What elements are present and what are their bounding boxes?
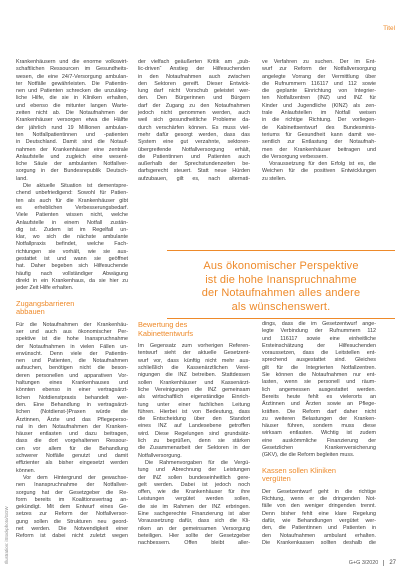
section-heading-line: vergüten [262,474,291,484]
text-line: in die richtige Richtung. Der vorliegen- [262,117,376,124]
text-line: tung und Abrechnung der Leistungen [138,467,250,474]
text-line: den. Eine Behandlung in vertragsärzt- [16,401,128,408]
text-line: Der Gesetzentwurf geht in die richtige [262,488,376,495]
text-line: richtungen sie vorhält, wie sie aus- [16,248,128,255]
text-line: zu weiteren Belastungen der Kranken- [262,415,376,422]
paragraph [262,161,376,183]
text-line: de Kabinettsentwurf des Bundesminis- [262,124,376,131]
text-line: Notfallversorgung. [138,452,182,459]
text-line: in den Notaufnahmen auch zwischen [138,73,250,80]
text-line: weil sich gesundheitliche Probleme da- [138,117,250,124]
text-line: den, die Patientinnen und Patienten in [262,525,376,532]
paragraph [16,59,128,183]
text-line: Viele Patienten wissen nicht, welche [16,212,128,219]
middle-column-bottom [138,321,250,548]
section-heading [262,467,376,484]
text-line: net werden. Die Notwendigkeit einer [16,526,128,532]
page-number: 27 [389,560,396,566]
section-heading-line: Bewertung des [138,320,188,329]
text-line: ten als auch für die Krankenhäuser gibt [16,197,128,204]
page-footer [349,559,396,567]
text-line: als wirtschaftlich eigenständige Einrich- [138,394,250,401]
text-line: nen und Patienten, die Notaufnahmen [16,358,128,365]
paragraph [16,475,128,541]
text-line: System eine gut verzahnte, sektoren- [138,139,250,146]
pull-quote-line: der Notaufnahmen alles andere [201,287,361,299]
text-line: nachbessern. Offen bleibt aller- [138,540,250,547]
text-line: fälle von den weniger dringenden trennt. [262,503,376,510]
text-line: Notfallpraxis befindet, welche Fach- [16,241,128,248]
text-line: liche Säule der ambulanten Notfallver- [16,161,128,168]
text-line: klar, wo sich die nächste ambulante [16,234,128,241]
text-line: darfsgerecht steuert. Statt neue Hürden [138,168,250,175]
text-line: den. Den Bürgerinnen und Bürgern [138,95,250,102]
text-line: und 116117 sowie eine einheitliche [262,335,376,342]
text-line: ve Verfahren zu suchen. Der im Ent- [262,59,376,65]
text-line: liche Hilfe, die sie in Kliniken erhalten, [16,95,128,102]
text-line: Anlaufstelle in einem Notfall zustän- [16,219,128,226]
text-line: dafür, wie Behandlungen vergütet wer- [262,518,376,525]
text-line: ten Notfallzentren (INZ) und INZ für [262,95,376,102]
text-line: aufzubauen, gilt es, nach alternati- [138,175,250,182]
text-line: nigungen die INZ betreiben. Stattdessen [138,372,250,379]
text-line: lasten, wenn sie personell und räum- [262,379,376,386]
text-line: Kinder und Jugendliche (KINZ) als zen- [262,102,376,109]
text-line: schaftlichen Ressourcen im Gesundheits- [16,66,128,73]
section-heading-line: Kabinettentwurfs [138,328,194,338]
text-line: Denn bisher fehlt eine klare Regelung [262,510,376,517]
text-line: könnten ebenso in einer vertragsärzt- [16,387,128,394]
text-line: gelt werden. Dabei ist jedoch noch [138,481,250,488]
text-line: Im Gegensatz zum vorherigen Referen- [138,343,250,350]
text-line: können. [16,467,36,474]
text-line: der Notaufnahmen in vielen Fällen un- [16,343,128,350]
text-line: haltungen eines Krankenhauses und [16,380,128,387]
text-line: gekündigt. Mit dem Entwurf eines Ge- [16,504,128,511]
text-line: eines INZ auf Landesebene getroffen [138,423,250,430]
text-line: gung sollen die Strukturen neu geord- [16,518,128,525]
text-line: Anlaufstelle und zugleich eine wesent- [16,153,128,160]
text-line: Ärztinnen, Ärzte und das Pflegeperso- [16,416,128,423]
text-line: wird. Diese Regelungen sind grundsätz- [138,430,250,437]
text-line: lich angemessen ausgestattet werden. [262,386,376,393]
text-line: ten Notfallpatientinnen und -patienten [16,131,128,138]
text-line: lic-driven“ Anstieg der Hilfesuchenden [138,66,250,73]
text-line: Ärztinnen und Ärzten sowie an Pflege- [262,401,376,408]
pull-quote-line: Aus ökonomischer Perspektive [203,260,359,272]
text-line: lichen (Notdienst-)Praxen würde die [16,409,128,416]
text-line: teriums für Gesundheit kann damit we- [262,131,376,138]
text-line: gilt für die Integrierten Notfallzentren. [262,364,376,371]
text-line: der jährlich rund 19 Millionen ambulan- [16,124,128,131]
text-line: die Patientinnen und Patienten auch [138,153,250,160]
text-line: ser und auch aus ökonomischer Per- [16,328,128,335]
text-line: zu stellen. [262,175,287,182]
text-line: wurf zur Reform der Notfallversorgung [262,66,376,73]
text-line: Die aktuelle Situation ist dementspre- [23,183,128,190]
text-line: kräften. Die Reform darf daher nicht [262,408,376,415]
text-line: sentlich zur Entlastung der Notaufnah- [262,139,376,146]
text-line: legte Verbindung der Rufnummern 112 [262,328,376,335]
text-line: Die Krankenkassen sollten deshalb die [262,539,376,546]
text-line: und ebenso die mitunter langen Warte- [16,102,128,109]
text-line: setzes zur Reform der Notfallversor- [16,511,128,518]
text-line: Vor dem Hintergrund der gewachse- [23,474,128,481]
text-line: nal in den Notaufnahmen der Kranken- [16,423,128,430]
text-line: nahmen der Krankenhäuser eine zentrale [16,146,128,153]
text-line: den Sektoren gereift. Dieser Entwick- [138,80,250,87]
paragraph [16,322,128,475]
text-line: die Entscheidung über den Standort [138,416,250,423]
footer-divider [383,560,384,566]
text-line: hat. Daher begeben sich Hilfesuchende [16,263,128,270]
pull-quote-line: als wünschenswert. [231,300,331,313]
paragraph [262,59,376,161]
text-line: direkt in ein Krankenhaus, da sie hier zu [16,277,128,284]
text-line: häuser entlasten und dazu beitragen, [16,431,128,438]
text-line: ter Notfälle gewährleisten. Die Patientin- [16,80,128,87]
section-heading-line: Kassen sollen Kliniken [262,465,336,475]
text-line: sollen Krankenhäuser und Kassenärzt- [138,379,250,386]
section-heading [16,300,128,317]
paragraph [138,343,250,460]
text-line: Bereits heute fehlt es vielerorts an [262,393,376,400]
image-credit: Illustration: iStockphoto/GGW [4,506,9,564]
text-line: offen, wie die Krankenhäuser für ihre [138,489,250,496]
paragraph [138,460,250,548]
text-line: (GKV), die die Reform begleiten muss. [262,452,355,459]
text-line: niken an der gemeinsamen Versorgung [138,525,250,532]
left-column [16,59,128,541]
text-line: Eine sachgerechte Finanzierung ist aber [138,511,250,518]
text-line: effizienter als bisher eingesetzt werden [16,460,128,467]
text-line: dings, dass die im Gesetzentwurf ange- [262,321,376,327]
text-line: dig ist. Zudem ist im Regelfall un- [16,226,128,233]
pull-quote-line: ist die hohe Inanspruchnahme [205,273,357,286]
text-line: land. [16,175,28,182]
text-line: Krankenhäuser versorgen etwa die Hälfte [16,117,128,124]
paragraph [138,59,250,183]
text-line: wesen, die eine 24/7-Versorgung ambulan- [16,73,128,80]
text-line: darf der Zugang zu den Notaufnahmen [138,102,250,109]
text-line: Für die Notaufnahmen der Krankenhäu- [16,321,128,328]
text-line: Krankenhäusern und die enorme volkswirt- [16,59,128,65]
text-line: schließlich die Kassenärztlichen Verei- [138,365,250,372]
section-label: Titel [383,25,395,32]
magazine-issue: G+G 3/2020 [348,560,379,566]
text-line: der vielfach geäußerten Kritik am „pub- [138,59,250,65]
text-line: sorgung in der Bundesrepublik Deutsch- [16,168,128,175]
text-line: Richtung, wenn er die dringenden Not- [262,496,376,503]
text-line: dass die dort vorgehaltenen Ressour- [16,438,128,445]
text-line: übergreifende Notfallversorgung erhält, [138,146,250,153]
text-line: erwünscht. Denn viele der Patientin- [16,350,128,357]
text-line: gestattet ist und wann sie geöffnet [16,256,128,263]
text-line: lich zu begrüßen, denn sie stärken [138,438,250,445]
text-line: sorgung hat der Gesetzgeber die Re- [16,489,128,496]
text-line: angelegte Vorrang der Vermittlung über [262,73,376,80]
text-line: führen. Hierbei ist von Bedeutung, dass [138,408,250,415]
text-line: lung darf nicht Vorschub geleistet wer- [138,88,250,95]
text-line: tentwurf sieht der aktuelle Gesetzent- [138,350,250,357]
text-line: nen Inanspruchnahme der Notfallver- [16,482,128,489]
text-line: zeiten nicht ab. Die Notaufnahmen der [16,110,128,117]
text-line: es erheblichen Verbesserungsbedarf. [16,204,128,211]
text-line: trale Anlaufstellen im Notfall weisen [262,110,376,117]
text-line: jeder Zeit Hilfe erhalten. [16,285,74,292]
middle-column-top [138,59,250,183]
text-line: Die Rahmenvorgaben für die Vergü- [145,459,250,466]
text-line: tung unter einer fachlichen Leitung [138,401,250,408]
text-line: deren personellen und apparativen Vor- [16,372,128,379]
text-line: Voraussetzung dafür, dass sich die Kli- [138,518,250,525]
text-line: liche Vereinigungen die INZ gemeinsam [138,386,250,393]
text-line: Voraussetzung für den Erfolg ist es, die [269,161,376,168]
text-line: schwerer Notfälle genutzt und damit [16,453,128,460]
text-line: lichen Notdienstpraxis behandelt wer- [16,394,128,401]
text-line: Sie können die Notaufnahmen nur ent- [262,372,376,379]
pull-quote [167,250,395,319]
text-line: Reform ist dabei nicht zuletzt wegen [16,533,128,540]
section-heading-line: Zugangsbarrieren [16,298,75,308]
text-line: die sie im Rahmen der INZ erbringen. [138,503,250,510]
text-line: Ersteinschätzung der Hilfesuchenden [262,342,376,349]
paragraph [262,321,376,460]
text-line: cen vor allem für die Behandlung [16,445,128,452]
text-line: die Zusammenarbeit der Sektoren in der [138,445,250,452]
text-line: Weichen für die positiven Entwicklungen [262,168,376,175]
text-line: jedoch nicht genommen werden, auch [138,110,250,117]
text-line: chend unbefriedigend: Sowohl für Patien- [16,190,128,197]
text-line: die Versorgung verbessern. [262,153,328,160]
text-line: der INZ sollen bundeseinheitlich gere- [138,474,250,481]
text-line: wirksam entlasten. Wichtig ist zudem [262,430,376,437]
text-line: Gesetzlichen Krankenversicherung [262,445,376,452]
text-line: den Notaufnahmen ambulant erhalten. [262,532,376,539]
text-line: Leistungen vergütet werden sollen, [138,496,250,503]
section-heading-line: abbauen [16,307,45,317]
paragraph [16,183,128,292]
text-line: nen und Patienten schrecken die unzuläng- [16,88,128,95]
paragraph [262,489,376,547]
text-line: außerhalb der Sprechstundenzeiten be- [138,161,250,168]
right-column-top [262,59,376,183]
text-line: sprechend ausgestattet sind. Gleiches [262,357,376,364]
text-line: in Deutschland. Damit sind die Notauf- [16,139,128,146]
text-line: häufig nach vollständiger Abwägung [16,270,128,277]
text-line: wurf vor, dass künftig nicht mehr aus- [138,357,250,364]
text-line: aufsuchen, benötigen nicht die beson- [16,365,128,372]
text-line: durch verschärfen können. Es muss viel- [138,124,250,131]
section-heading [138,321,250,338]
right-column-bottom [262,321,376,547]
text-line: form bereits im Koalitionsvertrag an- [16,496,128,503]
text-line: mehr dafür gesorgt werden, dass das [138,131,250,138]
text-line: die geplante Einrichtung von Integrier- [262,88,376,95]
text-line: häuser führen, sondern muss diese [262,423,376,430]
text-line: beteiligen. Hier sollte der Gesetzgeber [138,532,250,539]
text-line: voraussetzen, dass die Leitstellen ent- [262,350,376,357]
text-line: eine auskömmliche Finanzierung der [262,437,376,444]
text-line: spektive ist die hohe Inanspruchnahme [16,336,128,343]
text-line: die Rufnummern 116117 und 112 sowie [262,80,376,87]
text-line: men der Krankenhäuser beitragen und [262,146,376,153]
